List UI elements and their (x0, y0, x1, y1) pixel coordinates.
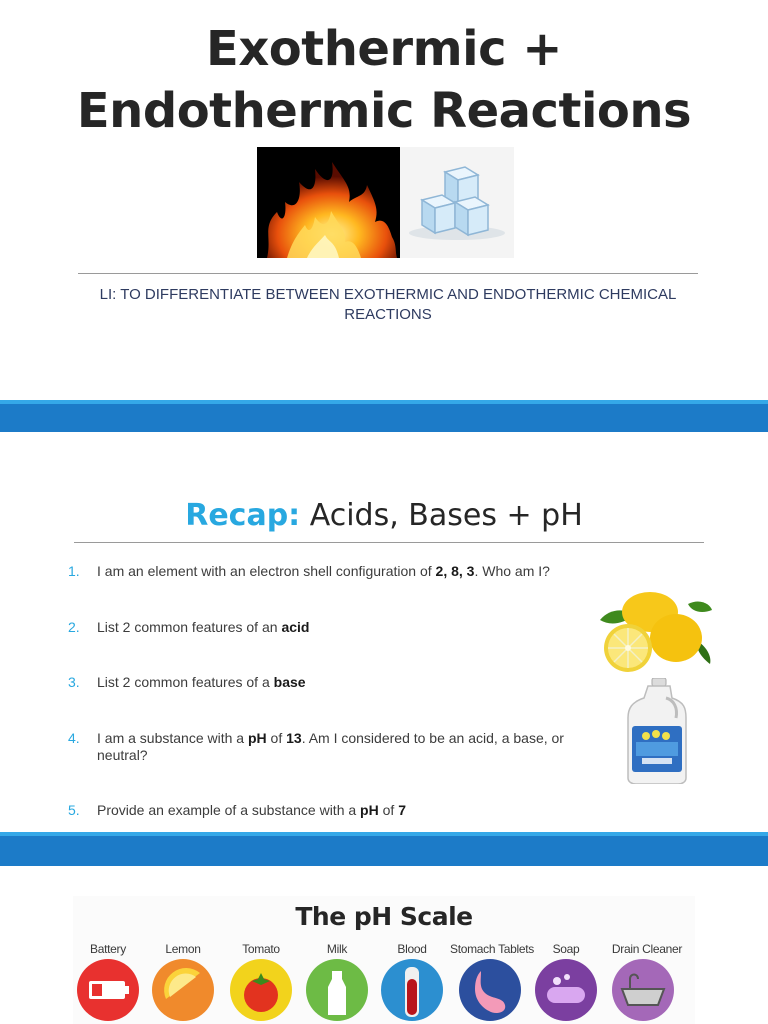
title-line-2: Endothermic Reactions (76, 83, 692, 139)
question-text: List 2 common features of a base (97, 674, 306, 690)
question-text: I am a substance with a pH of 13. Am I considered to be an acid, a base, or neutral? (97, 730, 564, 763)
title-line-1: Exothermic + (206, 21, 562, 77)
ph-item-label: Stomach Tablets (450, 942, 534, 956)
divider (74, 542, 704, 543)
lemons-image (592, 590, 716, 676)
slide-separator (0, 832, 768, 866)
recap-subject: Acids, Bases + pH (309, 498, 583, 533)
ice-cubes-image (400, 147, 514, 258)
ph-item-label: Soap (552, 942, 580, 956)
ph-scale-title: The pH Scale (295, 902, 473, 931)
ph-item-label: Drain Cleaner (611, 942, 683, 956)
question-text: List 2 common features of an acid (97, 619, 310, 635)
ph-scale-slide (0, 866, 768, 1024)
ammonia-bottle-image (626, 678, 688, 784)
recap-title (0, 498, 768, 533)
recap-slide (0, 432, 768, 832)
learning-intention-line-1: LI: TO DIFFERENTIATE BETWEEN EXOTHERMIC AND ENDOTHERMIC CHEMICAL (99, 286, 677, 303)
recap-label: Recap: (185, 498, 301, 533)
question-number: 2. (68, 619, 80, 635)
question-number: 4. (68, 730, 80, 746)
lemon-icon (152, 959, 214, 1021)
ph-item-label: Tomato (242, 942, 280, 956)
learning-intention (70, 285, 706, 325)
question-number: 3. (68, 674, 80, 690)
slide-title (0, 18, 768, 142)
fire-image (257, 147, 400, 258)
stomach-icon (459, 959, 521, 1021)
ph-item-label: Blood (397, 942, 427, 956)
question-text: I am an element with an electron shell configuration of 2, 8, 3. Who am I? (97, 563, 550, 579)
ph-item-label: Lemon (165, 942, 201, 956)
drain-cleaner-icon (612, 959, 674, 1021)
slide-separator (0, 400, 768, 432)
milk-icon (306, 959, 368, 1021)
ph-item-label: Milk (326, 942, 348, 956)
question-number: 1. (68, 563, 80, 579)
divider (78, 273, 698, 274)
question-number: 5. (68, 802, 80, 818)
tomato-icon (230, 959, 292, 1021)
soap-icon (535, 959, 597, 1021)
ph-item-label: Battery (90, 942, 126, 956)
question-text: Provide an example of a substance with a pH of 7 (97, 802, 406, 818)
battery-icon (77, 959, 139, 1021)
title-slide (0, 0, 768, 400)
learning-intention-line-2: REACTIONS (344, 306, 432, 323)
blood-icon (381, 959, 443, 1021)
